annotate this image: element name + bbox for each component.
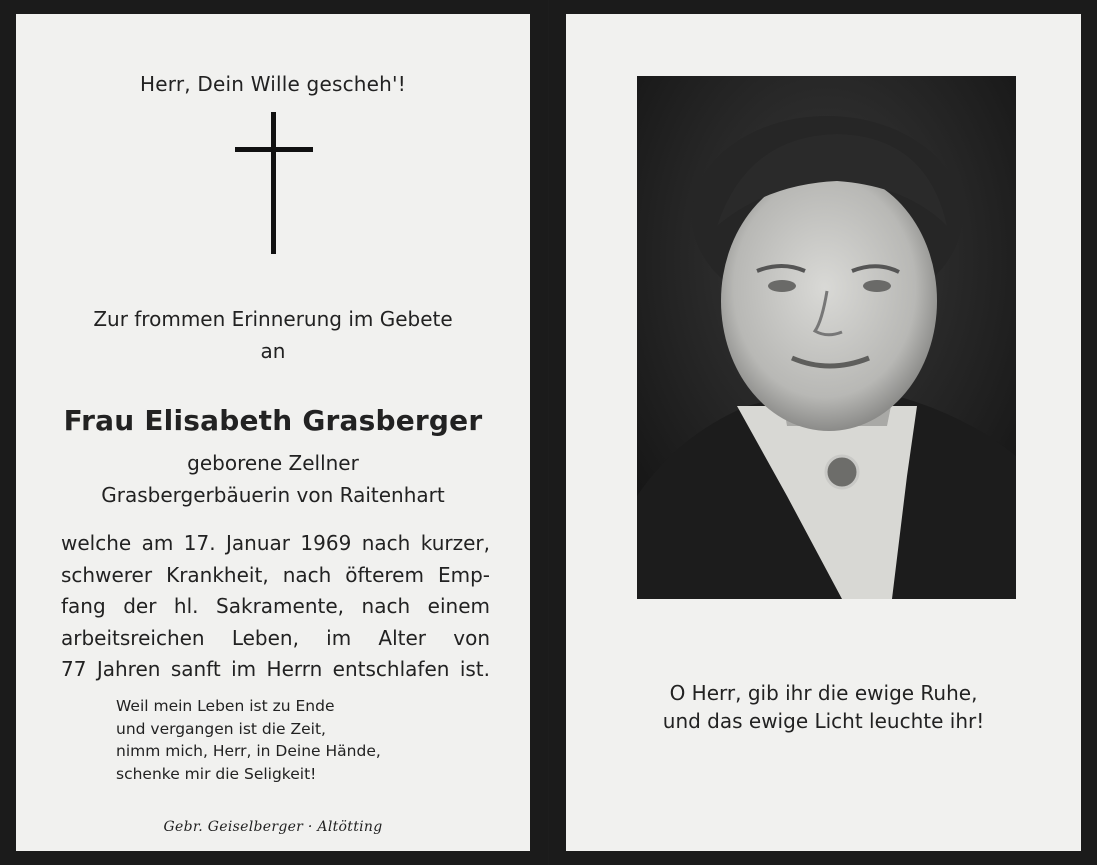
poem-line: Weil mein Leben ist zu Ende: [116, 697, 335, 715]
obituary-line: arbeitsreichen Leben, im Alter von: [61, 625, 490, 650]
deceased-name: Frau Elisabeth Grasberger: [63, 404, 483, 437]
obituary-line: 77 Jahren sanft im Herrn entschlafen ist.: [61, 657, 490, 681]
prayer-line: O Herr, gib ihr die ewige Ruhe,: [669, 681, 978, 705]
left-page: [16, 14, 530, 851]
left-card: [0, 0, 548, 865]
memory-line: an: [260, 339, 286, 363]
poem-line: und vergangen ist die Zeit,: [116, 719, 326, 738]
poem-line: nimm mich, Herr, in Deine Hände,: [116, 742, 381, 760]
farm-title: Grasbergerbäuerin von Raitenhart: [101, 483, 445, 507]
right-page: [566, 14, 1081, 851]
poem-line: schenke mir die Seligkeit!: [116, 764, 317, 783]
obituary-text: [61, 528, 490, 686]
maiden-name: geborene Zellner: [187, 451, 359, 475]
memory-line: Zur frommen Erinnerung im Gebete: [93, 307, 453, 331]
prayer: [566, 679, 1081, 735]
obituary-line: fang der hl. Sakramente, nach einem: [61, 594, 490, 618]
right-card: [549, 0, 1097, 865]
cross-icon: [235, 112, 313, 254]
memory-heading: [16, 303, 530, 367]
printer-credit: Gebr. Geiselberger · Altötting: [163, 819, 383, 835]
motto: Herr, Dein Wille gescheh'!: [140, 72, 406, 96]
obituary-line: schwerer Krankheit, nach öfterem Emp-: [61, 562, 490, 587]
poem: [116, 695, 381, 785]
prayer-line: und das ewige Licht leuchte ihr!: [662, 709, 985, 733]
obituary-line: welche am 17. Januar 1969 nach kurzer,: [61, 531, 490, 555]
portrait-photo: [637, 76, 1016, 599]
